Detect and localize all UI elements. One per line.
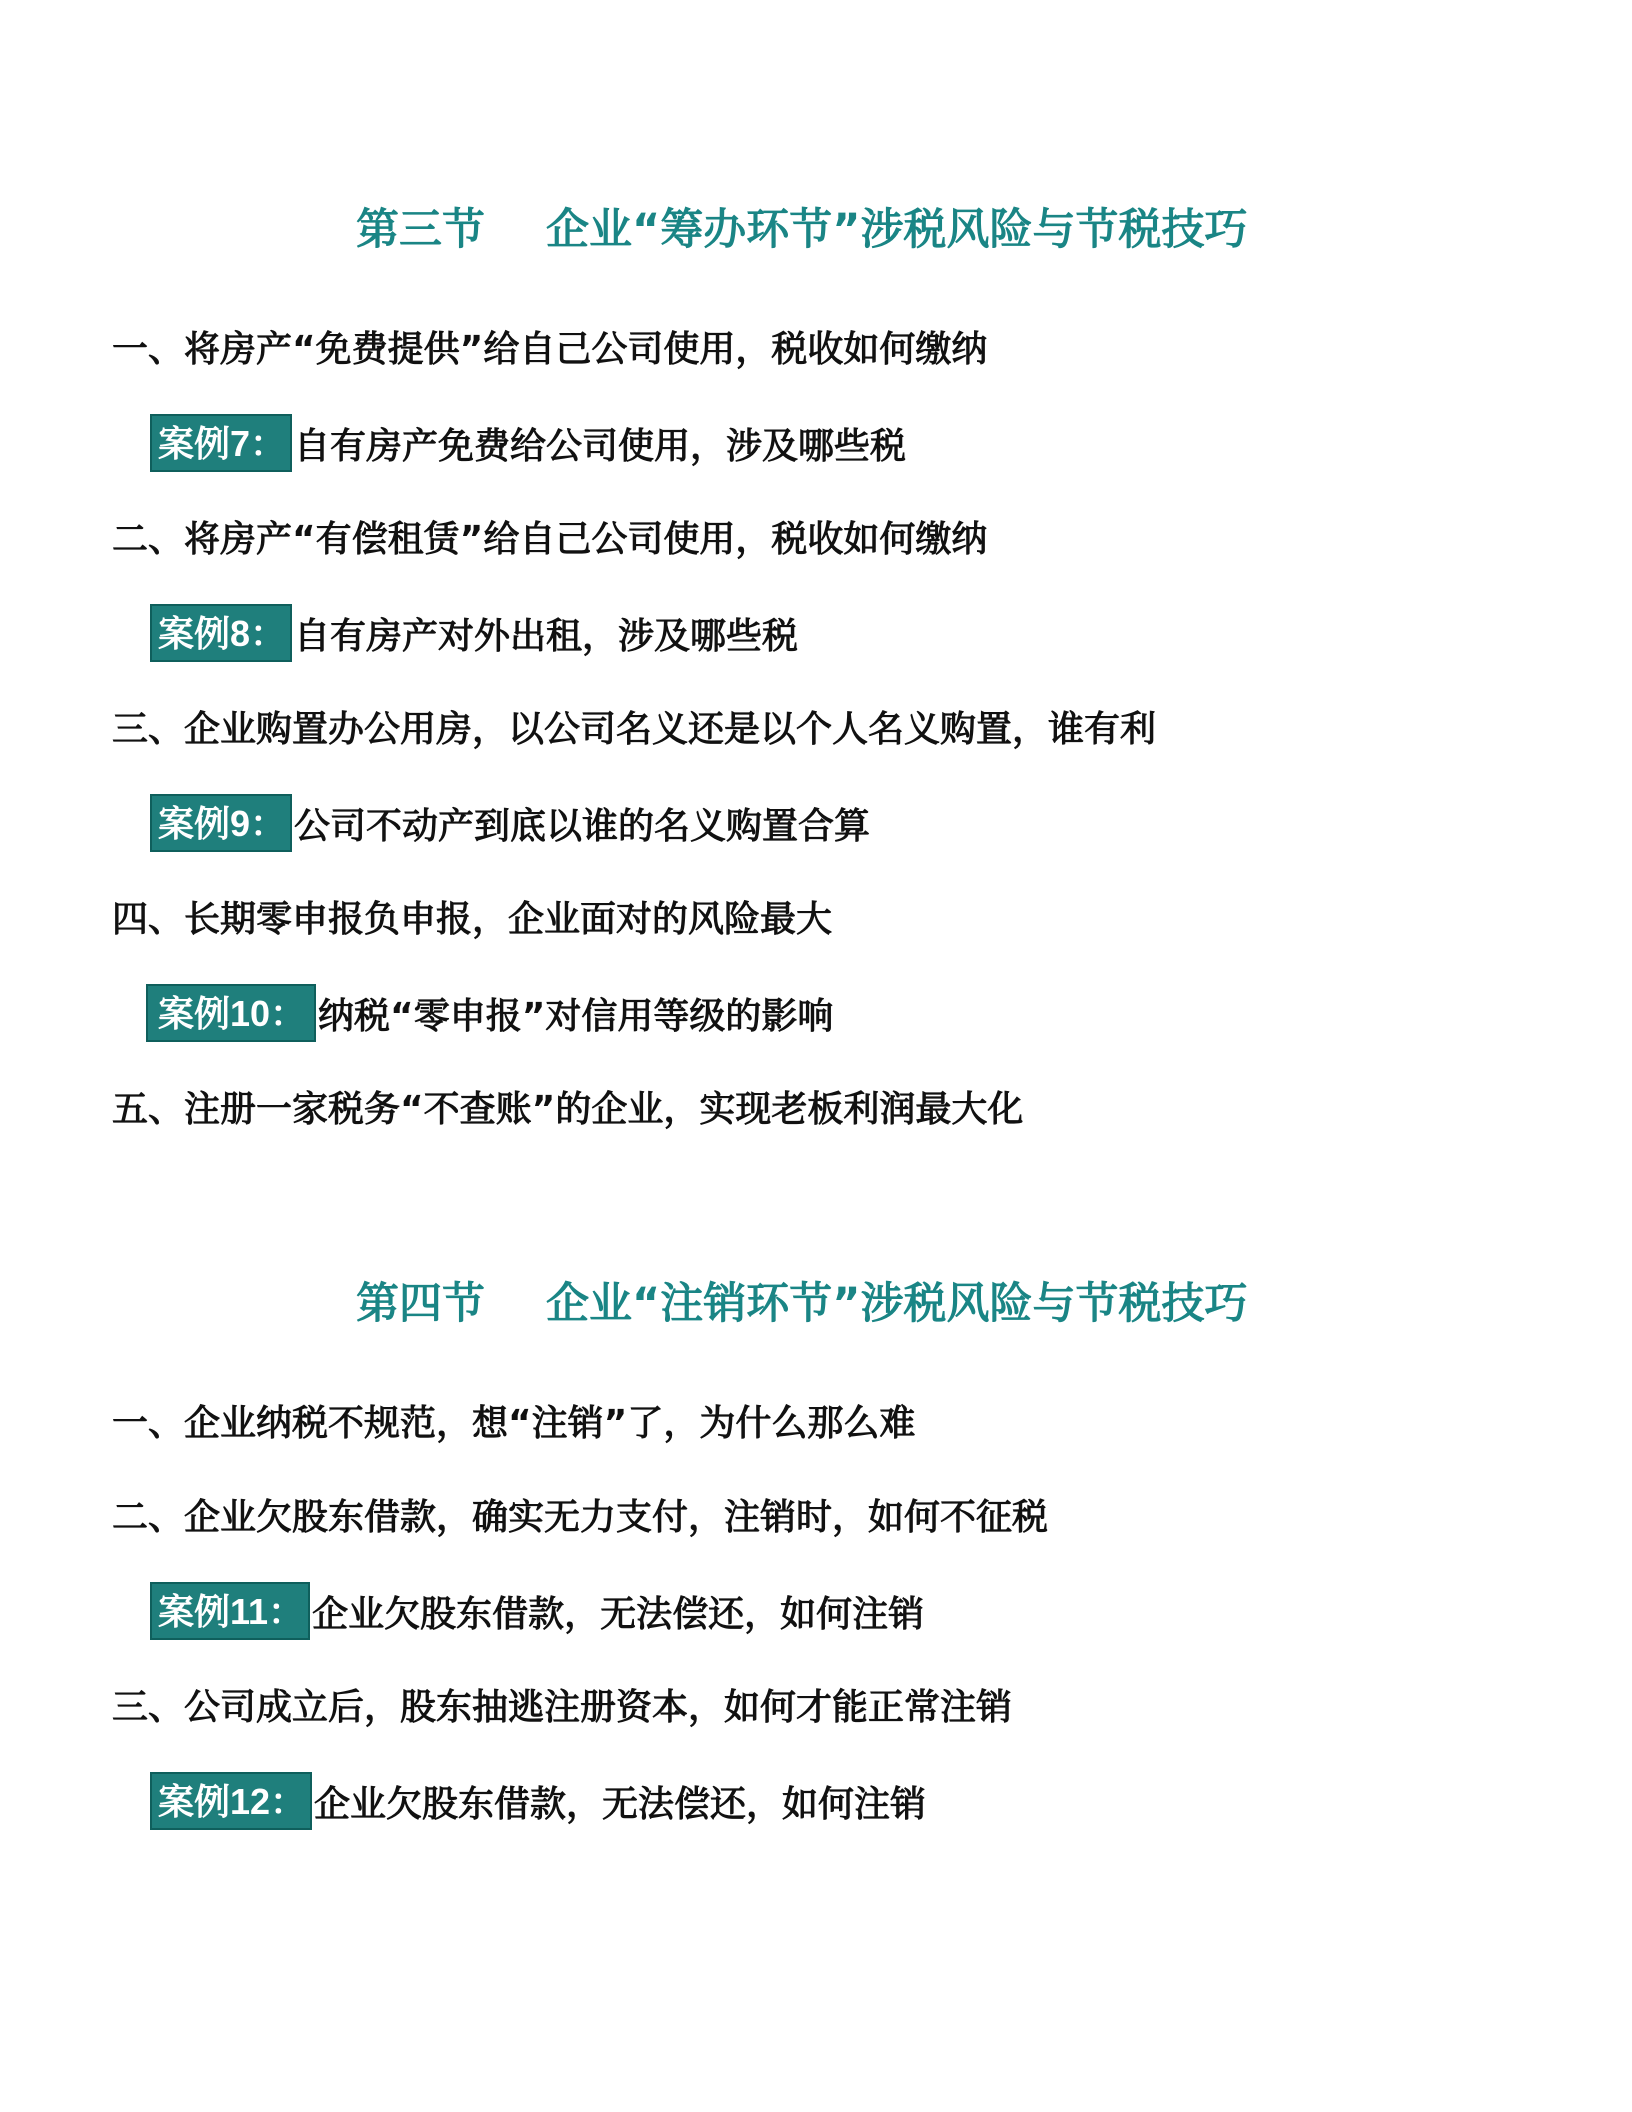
section-3-item-1: 一、将房产“免费提供”给自己公司使用，税收如何缴纳 <box>112 329 988 370</box>
case-11-tag: 案例11： <box>150 1582 310 1640</box>
case-10-text: 纳税“零申报”对信用等级的影响 <box>318 995 834 1037</box>
case-9-tag: 案例9： <box>150 794 292 852</box>
section-3-item-4: 四、长期零申报负申报，企业面对的风险最大 <box>112 899 833 940</box>
case-12-text: 企业欠股东借款，无法偿还，如何注销 <box>314 1783 927 1825</box>
case-8-text: 自有房产对外出租，涉及哪些税 <box>294 615 799 657</box>
case-11-text: 企业欠股东借款，无法偿还，如何注销 <box>312 1593 925 1635</box>
section-4-name: 企业“注销环节”涉税风险与节税技巧 <box>546 1279 1248 1329</box>
case-9 <box>150 794 870 852</box>
section-3-item-3: 三、企业购置办公用房，以公司名义还是以个人名义购置，谁有利 <box>112 709 1157 750</box>
case-7 <box>150 414 906 472</box>
section-4-item-3: 三、公司成立后，股东抽逃注册资本，如何才能正常注销 <box>112 1687 1013 1728</box>
section-4-item-2: 二、企业欠股东借款，确实无力支付，注销时，如何不征税 <box>112 1497 1049 1538</box>
section-4-item-1: 一、企业纳税不规范，想“注销”了，为什么那么难 <box>112 1403 916 1444</box>
section-4-number: 第四节 <box>356 1279 485 1329</box>
section-3-item-5: 五、注册一家税务“不查账”的企业，实现老板利润最大化 <box>112 1089 1024 1130</box>
case-8-tag: 案例8： <box>150 604 292 662</box>
section-3-name: 企业“筹办环节”涉税风险与节税技巧 <box>546 205 1248 255</box>
section-3-item-2: 二、将房产“有偿租赁”给自己公司使用，税收如何缴纳 <box>112 519 988 560</box>
case-11 <box>150 1582 924 1640</box>
case-7-text: 自有房产免费给公司使用，涉及哪些税 <box>294 425 907 467</box>
case-10 <box>146 984 833 1042</box>
case-8 <box>150 604 798 662</box>
case-12 <box>150 1772 926 1830</box>
case-12-tag: 案例12： <box>150 1772 312 1830</box>
case-10-tag: 案例10： <box>146 984 316 1042</box>
case-9-text: 公司不动产到底以谁的名义购置合算 <box>294 805 871 847</box>
section-3-number: 第三节 <box>356 205 485 255</box>
case-7-tag: 案例7： <box>150 414 292 472</box>
